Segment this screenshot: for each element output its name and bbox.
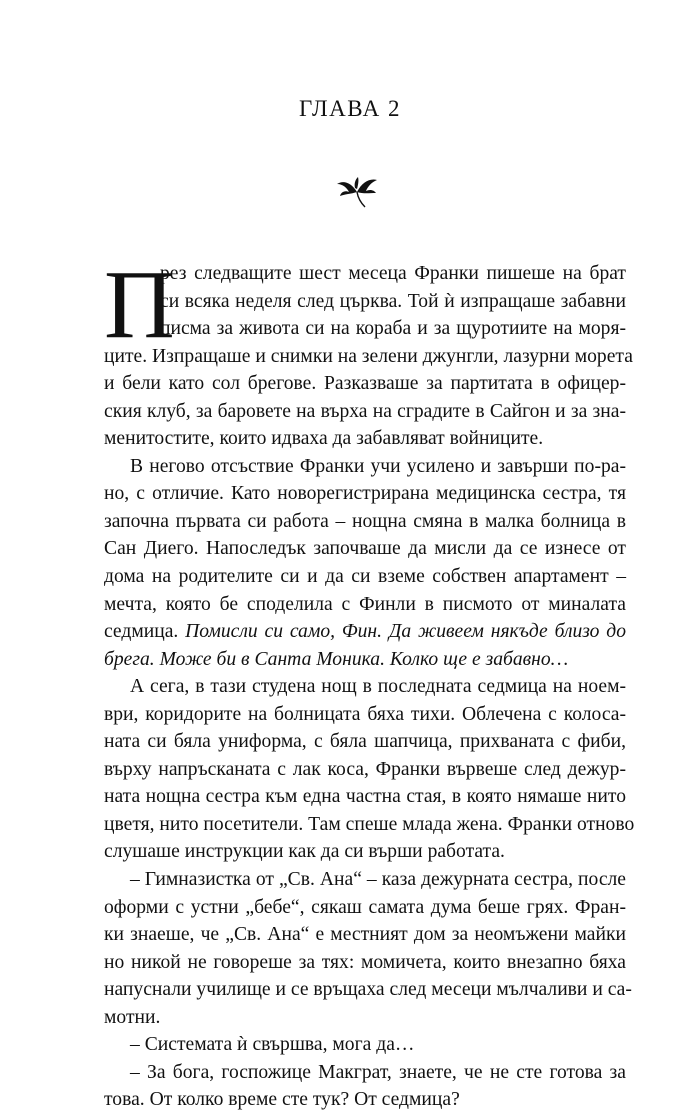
text-line: ки знаеше, че „Св. Ана“ е местният дом за неомъжени майки — [104, 924, 626, 946]
text-line: дома на родителите си и да си вземе собствен апартамент – — [104, 566, 626, 588]
text-line: – Системата ѝ свършва, мога да… — [130, 1034, 415, 1056]
text-line: – За бога, госпожице Макграт, знаете, че не сте готова за — [130, 1061, 626, 1083]
chapter-title: ГЛАВА 2 — [298, 96, 402, 121]
text-line: но, с отличие. Като новорегистрирана медицинска сестра, тя — [104, 483, 626, 505]
text-line: ната си бяла униформа, с бяла шапчица, прихваната с фиби, — [104, 731, 626, 753]
text-line: В негово отсъствие Франки учи усилено и завърши по-ра- — [130, 455, 626, 477]
text-line: но никой не говореше за тях: момичета, които внезапно бяха — [104, 951, 626, 973]
text-line: мечта, която бе споделила с Финли в писмото от миналата — [104, 593, 626, 615]
text-line: ците. Изпращаше и снимки на зелени джунгли, лазурни морета — [104, 345, 633, 367]
text-line: рез следващите шест месеца Франки пишеше на брат — [160, 263, 626, 284]
text-line: менитостите, които идваха да забавляват войниците. — [104, 428, 544, 450]
text-line: – Гимназистка от „Св. Ана“ – каза дежурната сестра, после — [130, 869, 626, 891]
text-line: ври, коридорите на болницата бяха тихи. Облечена с колоса- — [104, 703, 626, 725]
text-line: това. От колко време сте тук? От седмица? — [104, 1089, 460, 1111]
text-line-mixed — [104, 618, 626, 646]
text-line: започна първата си работа – нощна смяна в малка болница в — [104, 510, 626, 532]
text-segment: седмица. — [104, 621, 179, 643]
text-line: върху напръсканата с лак коса, Франки вървеше след дежур- — [104, 758, 626, 780]
text-line: ския клуб, за баровете на върха на сградите в Сайгон и за зна- — [104, 400, 626, 422]
leaf-ornament-icon — [335, 170, 379, 208]
chapter-body — [104, 251, 635, 1114]
text-line: Сан Диего. Напоследък започваше да мисли да се изнесе от — [104, 538, 626, 560]
text-line: си всяка неделя след църква. Той ѝ изпращаше забавни — [160, 290, 626, 312]
drop-cap: П — [104, 251, 175, 359]
text-line: ната нощна сестра към една частна стая, в която нямаше нито — [104, 786, 626, 808]
italic-line: брега. Може би в Санта Моника. Колко ще е забавно… — [104, 648, 569, 670]
text-line: напуснали училище и се връщаха след месеци мълчаливи и са- — [104, 979, 632, 1001]
text-line: слушаше инструкции как да си върши работата. — [104, 841, 505, 863]
text-line: А сега, в тази студена нощ в последната седмица на ноем- — [130, 676, 626, 698]
text-line: писма за живота си на кораба и за щуротиите на моря- — [160, 318, 626, 340]
text-line: и бели като сол брегове. Разказваше за партитата в офицер- — [104, 373, 626, 395]
italic-segment: Помисли си само, Фин. Да живеем някъде близо до — [185, 621, 627, 643]
text-line: оформи с устни „бебе“, сякаш самата дума беше грях. Фран- — [104, 896, 626, 918]
text-line: мотни. — [104, 1006, 161, 1028]
text-line: цветя, нито посетители. Там спеше млада жена. Франки отново — [104, 813, 635, 835]
